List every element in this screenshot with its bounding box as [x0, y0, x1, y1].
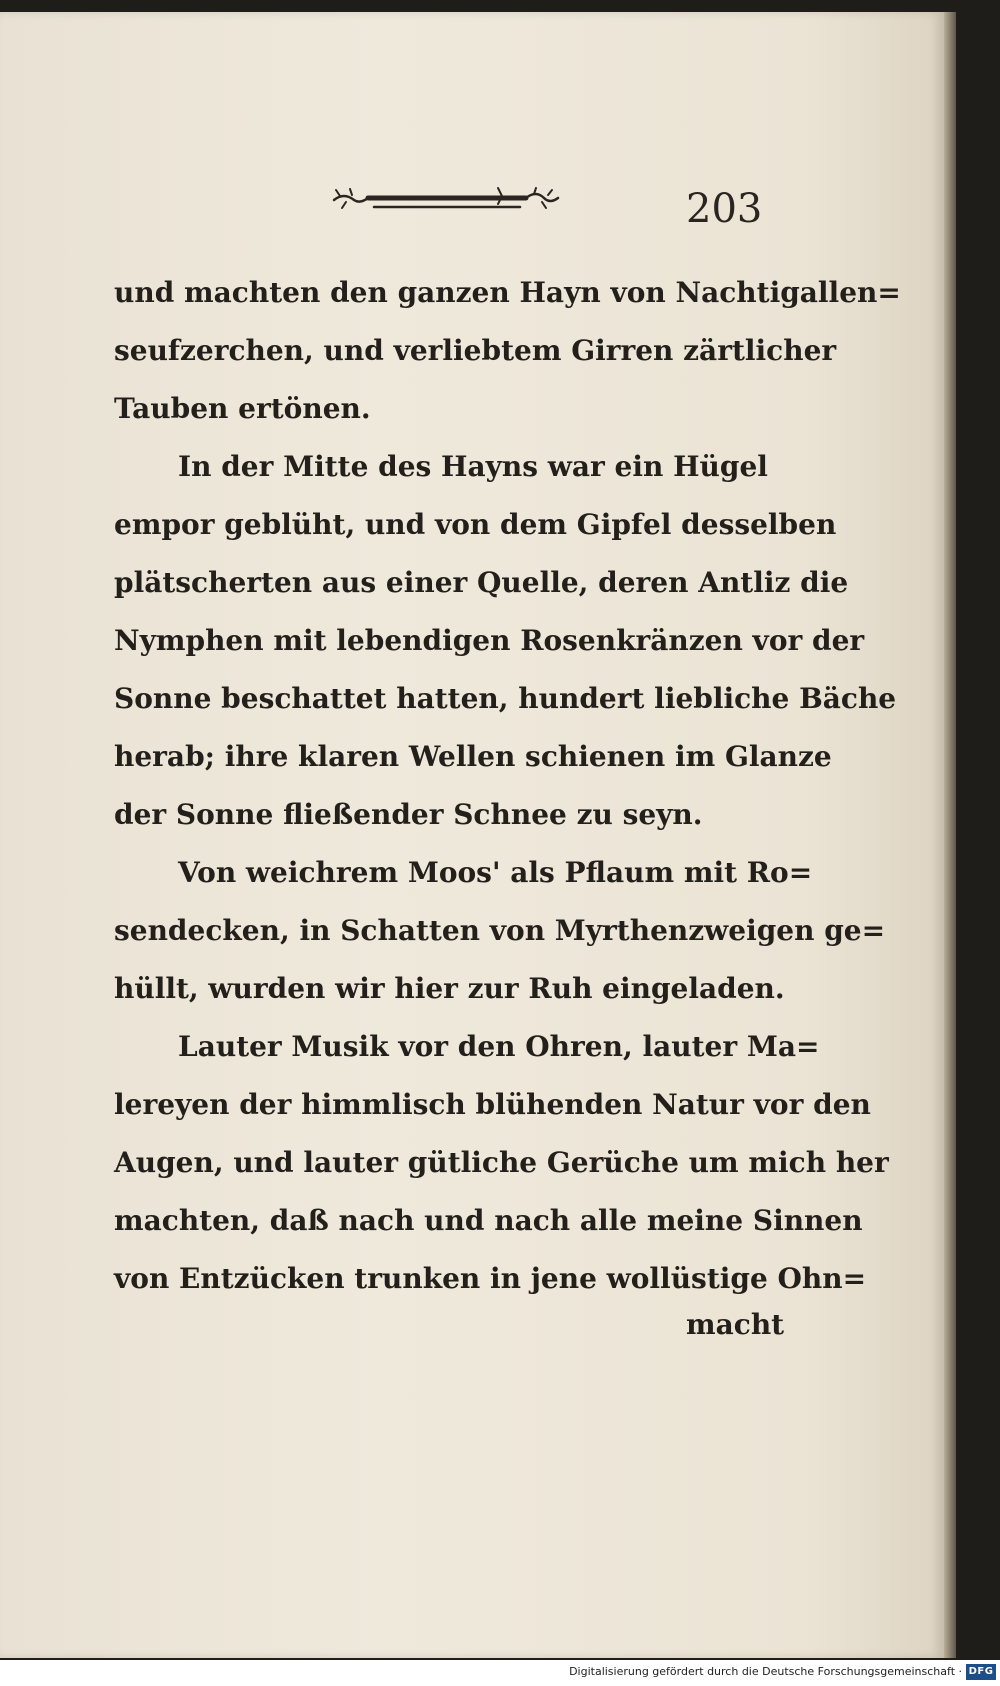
funding-credit: Digitalisierung gefördert durch die Deutsche Forschungsgemeinschaft · — [569, 1665, 962, 1678]
text-line: In der Mitte des Hayns war ein Hügel — [178, 450, 768, 483]
text-line: Augen, und lauter gütliche Gerüche um mich her — [114, 1146, 889, 1179]
text-line: der Sonne fließender Schnee zu seyn. — [114, 798, 703, 831]
dfg-logo: DFG — [966, 1664, 996, 1680]
text-line: herab; ihre klaren Wellen schienen im Glanze — [114, 740, 832, 773]
text-line: hüllt, wurden wir hier zur Ruh eingeladen. — [114, 972, 785, 1005]
text-line: Nymphen mit lebendigen Rosenkränzen vor der — [114, 624, 865, 657]
text-line: Tauben ertönen. — [114, 392, 371, 425]
page-number: 203 — [686, 186, 763, 232]
text-line: plätscherten aus einer Quelle, deren Antliz die — [114, 566, 849, 599]
page-edge-shadow — [944, 12, 956, 1658]
catchword: macht — [686, 1308, 785, 1341]
text-line: sendecken, in Schatten von Myrthenzweigen ge= — [114, 914, 886, 947]
text-line: empor geblüht, und von dem Gipfel desselben — [114, 508, 837, 541]
text-line: von Entzücken trunken in jene wollüstige Ohn= — [114, 1262, 867, 1295]
text-line: lereyen der himmlisch blühenden Natur vor den — [114, 1088, 871, 1121]
text-line: und machten den ganzen Hayn von Nachtigallen= — [114, 276, 901, 309]
body-text — [114, 264, 901, 1308]
text-line: Sonne beschattet hatten, hundert liebliche Bäche — [114, 682, 897, 715]
footer-bar — [0, 1660, 1000, 1686]
text-line: machten, daß nach und nach alle meine Sinnen — [114, 1204, 863, 1237]
text-line: Lauter Musik vor den Ohren, lauter Ma= — [178, 1030, 820, 1063]
text-line: Von weichrem Moos' als Pflaum mit Ro= — [178, 856, 813, 889]
text-line: seufzerchen, und verliebtem Girren zärtlicher — [114, 334, 837, 367]
vine-ornament-icon — [330, 186, 560, 216]
